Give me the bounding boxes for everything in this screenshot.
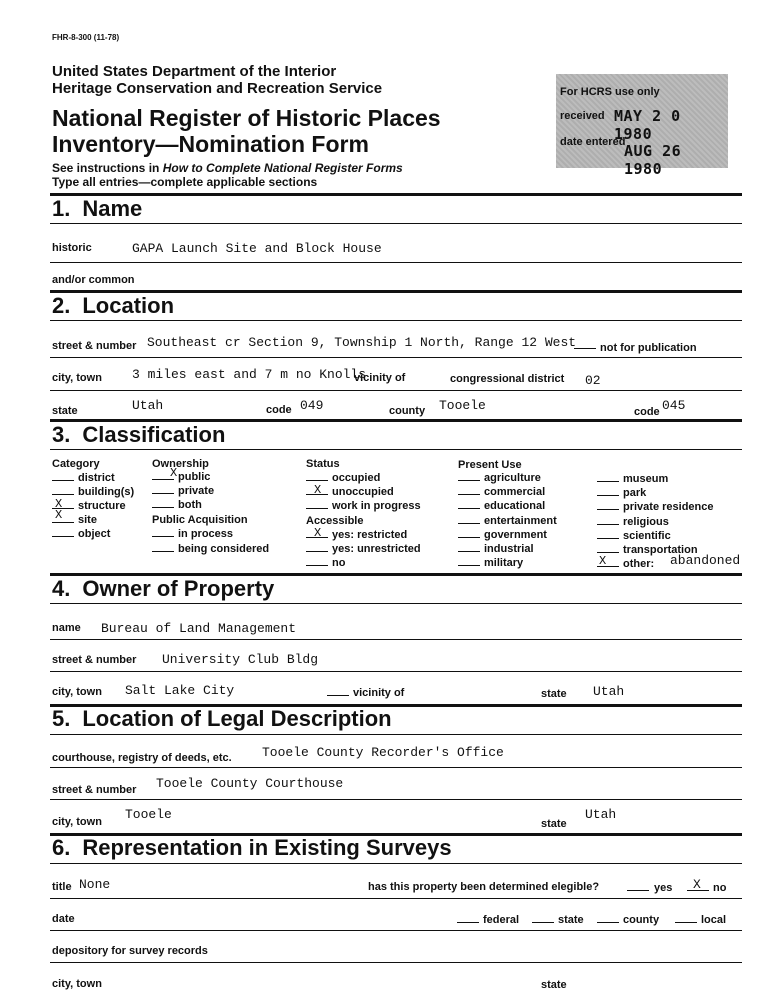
section-3-bottom-rule [50,449,742,450]
courthouse-rule [50,767,742,768]
form-title-line1: National Register of Historic Places [52,105,441,131]
section-2-title: Location [82,293,175,318]
survey-date-label: date [52,913,75,925]
county-level-blank[interactable] [597,922,619,923]
courthouse-label: courthouse, registry of deeds, etc. [52,752,232,764]
survey-date-rule [50,930,742,931]
hcrs-use-stamp [556,74,728,178]
congressional-district-label: congressional district [450,373,565,385]
historic-label: historic [52,242,92,254]
state-code-value[interactable]: 049 [300,398,324,413]
owner-name-label: name [52,622,81,634]
instructions-prefix: See instructions in [52,161,163,175]
congressional-district-value[interactable]: 02 [585,373,601,388]
owner-name-rule [50,639,742,640]
section-5-number: 5. [52,706,71,731]
eligible-no-label: no [713,882,727,894]
not-for-publication-blank[interactable] [574,348,596,349]
ownership-both[interactable]: both [152,499,202,511]
state-level-blank[interactable] [532,922,554,923]
use-transportation[interactable]: transportation [597,544,698,556]
section-2-number: 2. [52,293,71,318]
survey-title-value[interactable]: None [79,877,111,892]
owner-state-value[interactable]: Utah [593,684,625,699]
accessible-yes-restricted[interactable]: yes: restricted [306,529,407,541]
owner-street-rule [50,671,742,672]
section-6-number: 6. [52,835,71,860]
section-3-title: Classification [82,422,226,447]
county-label: county [389,405,426,417]
location-street-value[interactable]: Southeast cr Section 9, Township 1 North, Range 12 West [147,335,577,350]
state-level-label: state [558,914,584,926]
historic-rule [50,262,742,263]
ownership-private[interactable]: private [152,485,214,497]
section-4-number: 4. [52,576,71,601]
survey-state-label: state [541,979,567,991]
county-code-label: code [634,406,660,418]
survey-city-label: city, town [52,978,102,990]
use-other-check: X [599,554,607,568]
department-name: United States Department of the Interior [52,63,337,80]
category-district[interactable]: district [52,472,115,484]
location-street-label: street & number [52,340,137,352]
category-site[interactable]: site [52,514,97,526]
legal-city-value[interactable]: Tooele [125,807,172,822]
not-for-publication-label: not for publication [600,342,697,354]
local-level-blank[interactable] [675,922,697,923]
accessible-no[interactable]: no [306,557,345,569]
ownership-header: Ownership [152,458,209,470]
section-4-title: Owner of Property [82,576,275,601]
eligible-yes-blank[interactable] [627,890,649,891]
stamp-entered-date: AUG 26 1980 [624,142,682,178]
section-1-top-rule [50,193,742,196]
status-occupied[interactable]: occupied [306,472,380,484]
section-5-bottom-rule [50,734,742,735]
stamp-entered-label: date entered [560,136,626,148]
section-1-heading [52,196,142,222]
accessible-yes-unrestricted[interactable]: yes: unrestricted [306,543,421,555]
location-vicinity-label: vicinity of [354,372,406,384]
instructions-line [52,161,403,175]
owner-name-value[interactable]: Bureau of Land Management [101,621,297,636]
section-6-heading [52,835,452,861]
status-unoccupied-check: X [314,483,322,497]
section-2-heading [52,293,174,319]
stamp-received-date: MAY 2 0 1980 [614,107,681,143]
use-entertainment[interactable]: entertainment [458,515,557,527]
federal-label: federal [483,914,520,926]
owner-street-label: street & number [52,654,137,666]
location-state-value[interactable]: Utah [132,398,164,413]
courthouse-value[interactable]: Tooele County Recorder's Office [262,745,504,760]
category-object[interactable]: object [52,528,110,540]
owner-street-value[interactable]: University Club Bldg [162,652,319,667]
form-title-line2: Inventory—Nomination Form [52,131,369,157]
accessible-restricted-check: X [314,526,322,540]
section-5-title: Location of Legal Description [82,706,392,731]
owner-city-label: city, town [52,686,102,698]
section-1-bottom-rule [50,223,742,224]
ownership-public[interactable]: public [152,471,210,483]
ownership-public-check: X [170,466,178,480]
use-educational[interactable]: educational [458,500,545,512]
use-government[interactable]: government [458,529,547,541]
section-6-bottom-rule [50,863,742,864]
county-level-label: county [623,914,660,926]
county-value[interactable]: Tooele [439,398,486,413]
category-buildings[interactable]: building(s) [52,486,134,498]
section-1-title: Name [82,196,143,221]
state-code-label: code [266,404,292,416]
use-other-value[interactable]: abandoned [670,553,741,568]
legal-state-label: state [541,818,567,830]
historic-name-value[interactable]: GAPA Launch Site and Block House [132,241,382,256]
use-commercial[interactable]: commercial [458,486,545,498]
stamp-label: For HCRS use only [560,86,660,98]
category-structure-check: X [55,497,63,511]
section-6-title: Representation in Existing Surveys [82,835,452,860]
section-2-bottom-rule [50,320,742,321]
location-city-label: city, town [52,372,102,384]
legal-street-label: street & number [52,784,137,796]
use-religious[interactable]: religious [597,516,669,528]
owner-vicinity-label: vicinity of [353,687,405,699]
owner-vicinity-blank[interactable] [327,695,349,696]
legal-city-label: city, town [52,816,102,828]
eligible-question: has this property been determined elegible? [368,881,600,893]
location-city-value[interactable]: 3 miles east and 7 m no Knolls [132,367,367,382]
legal-state-value[interactable]: Utah [585,807,617,822]
acquisition-in-process[interactable]: in process [152,528,233,540]
location-street-rule [50,357,742,358]
section-3-heading [52,422,225,448]
status-unoccupied[interactable]: unoccupied [306,486,394,498]
use-museum[interactable]: museum [597,473,668,485]
acquisition-being-considered[interactable]: being considered [152,543,269,555]
public-acquisition-header: Public Acquisition [152,514,248,526]
use-military[interactable]: military [458,557,523,569]
depository-rule [50,962,742,963]
location-city-rule [50,390,742,391]
common-name-label: and/or common [52,274,135,286]
use-private-residence[interactable]: private residence [597,501,714,513]
legal-street-value[interactable]: Tooele County Courthouse [156,776,344,791]
category-site-check: X [55,508,63,522]
use-scientific[interactable]: scientific [597,530,671,542]
county-code-value[interactable]: 045 [662,398,686,413]
section-4-bottom-rule [50,603,742,604]
survey-title-label: title [52,881,72,893]
stamp-received-label: received [560,110,605,122]
service-name: Heritage Conservation and Recreation Service [52,80,383,97]
instructions-title: How to Complete National Register Forms [162,161,403,175]
accessible-header: Accessible [306,515,364,527]
local-level-label: local [701,914,727,926]
use-park[interactable]: park [597,487,646,499]
category-header: Category [52,458,100,470]
eligible-yes-label: yes [654,882,673,894]
section-5-heading [52,706,392,732]
location-state-label: state [52,405,78,417]
use-agriculture[interactable]: agriculture [458,472,541,484]
instructions-type-all: Type all entries—complete applicable sections [52,175,318,189]
present-use-header: Present Use [458,459,522,471]
legal-street-rule [50,799,742,800]
section-3-number: 3. [52,422,71,447]
form-code: FHR-8-300 (11-78) [52,33,120,42]
category-structure[interactable]: structure [52,500,126,512]
section-1-number: 1. [52,196,71,221]
section-4-heading [52,576,274,602]
federal-blank[interactable] [457,922,479,923]
owner-state-label: state [541,688,567,700]
survey-title-rule [50,898,742,899]
status-work-in-progress[interactable]: work in progress [306,500,421,512]
eligible-no-check: X [693,877,701,892]
status-header: Status [306,458,340,470]
use-industrial[interactable]: industrial [458,543,534,555]
depository-label: depository for survey records [52,945,208,957]
use-other[interactable]: other: [597,558,654,570]
owner-city-value[interactable]: Salt Lake City [125,683,235,698]
